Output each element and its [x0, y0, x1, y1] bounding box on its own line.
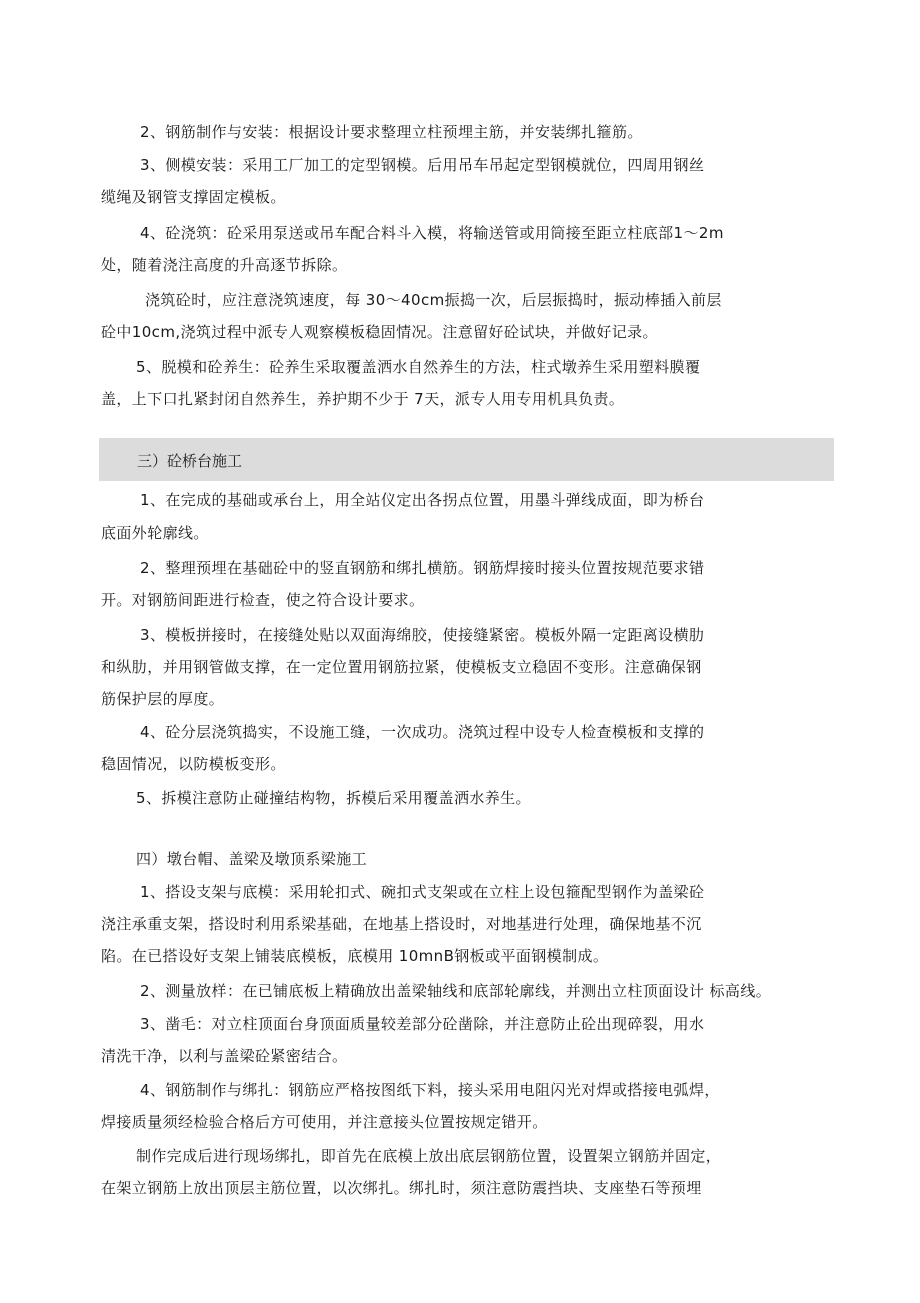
paragraph-line: 3、凿毛：对立柱顶面台身顶面质量较差部分砼凿除，并注意防止砼出现碎裂，用水 — [140, 1015, 705, 1033]
paragraph-line: 2、整理预埋在基础砼中的竖直钢筋和绑扎横筋。钢筋焊接时接头位置按规范要求错 — [140, 559, 705, 577]
paragraph-line: 在架立钢筋上放出顶层主筋位置，以次绑扎。绑扎时，须注意防震挡块、支座垫石等预埋 — [101, 1179, 702, 1197]
paragraph-line: 1、在完成的基础或承台上，用全站仪定出各拐点位置，用墨斗弹线成面，即为桥台 — [140, 491, 705, 509]
paragraph-line: 筋保护层的厚度。 — [101, 690, 225, 708]
paragraph-line: 盖，上下口扎紧封闭自然养生，养护期不少于 7天，派专人用专用机具负责。 — [101, 390, 625, 408]
paragraph-line: 1、搭设支架与底模：采用轮扣式、碗扣式支架或在立柱上设包箍配型钢作为盖梁砼 — [140, 883, 705, 901]
paragraph-line: 5、拆模注意防止碰撞结构物，拆模后采用覆盖洒水养生。 — [136, 789, 531, 807]
paragraph-line: 4、钢筋制作与绑扎：钢筋应严格按图纸下料，接头采用电阻闪光对焊或搭接电弧焊， — [140, 1081, 720, 1099]
paragraph-line: 3、侧模安装：采用工厂加工的定型钢模。后用吊车吊起定型钢模就位，四周用钢丝 — [140, 156, 705, 174]
paragraph-line: 底面外轮廓线。 — [101, 524, 209, 542]
section-heading: 四）墩台帽、盖梁及墩顶系梁施工 — [136, 850, 368, 868]
paragraph-line: 浇注承重支架，搭设时利用系梁基础，在地基上搭设时，对地基进行处理，确保地基不沉 — [101, 915, 702, 933]
paragraph-line: 处，随着浇注高度的升高逐节拆除。 — [101, 256, 348, 274]
paragraph-line: 3、模板拼接时，在接缝处贴以双面海绵胶，使接缝紧密。模板外隔一定距离设横肋 — [140, 626, 705, 644]
paragraph-line: 4、砼分层浇筑捣实，不设施工缝，一次成功。浇筑过程中设专人检查模板和支撑的 — [140, 723, 705, 741]
paragraph-line: 开。对钢筋间距进行检查，使之符合设计要求。 — [101, 591, 425, 609]
paragraph-line: 制作完成后进行现场绑扎，即首先在底模上放出底层钢筋位置，设置架立钢筋并固定， — [136, 1147, 722, 1165]
paragraph-line: 和纵肋，并用钢管做支撑，在一定位置用钢筋拉紧，使模板支立稳固不变形。注意确保钢 — [101, 658, 702, 676]
paragraph-line: 陷。在已搭设好支架上铺装底模板，底模用 10mnB钢板或平面钢模制成。 — [101, 947, 609, 965]
paragraph-line: 2、钢筋制作与安装：根据设计要求整理立柱预埋主筋，并安装绑扎箍筋。 — [140, 123, 643, 141]
paragraph-line: 砼中10cm,浇筑过程中派专人观察模板稳固情况。注意留好砼试块，并做好记录。 — [101, 323, 658, 341]
section-heading: 三）砼桥台施工 — [137, 452, 243, 470]
paragraph-line: 浇筑砼时，应注意浇筑速度，每 30～40cm振捣一次，后层振捣时，振动棒插入前层 — [145, 291, 722, 309]
section-heading-bar — [99, 438, 834, 481]
paragraph-line: 清洗干净，以利与盖梁砼紧密结合。 — [101, 1047, 348, 1065]
paragraph-line: 稳固情况，以防模板变形。 — [101, 755, 286, 773]
paragraph-line: 2、测量放样：在已铺底板上精确放出盖梁轴线和底部轮廓线，并测出立柱顶面设计 标高线。 — [140, 982, 772, 1000]
paragraph-line: 缆绳及钢管支撑固定模板。 — [101, 188, 286, 206]
paragraph-line: 焊接质量须经检验合格后方可使用，并注意接头位置按规定错开。 — [101, 1113, 548, 1131]
paragraph-line: 4、砼浇筑：砼采用泵送或吊车配合料斗入模，将输送管或用筒接至距立柱底部1～2m — [140, 224, 724, 242]
paragraph-line: 5、脱模和砼养生：砼养生采取覆盖洒水自然养生的方法，柱式墩养生采用塑料膜覆 — [136, 358, 701, 376]
